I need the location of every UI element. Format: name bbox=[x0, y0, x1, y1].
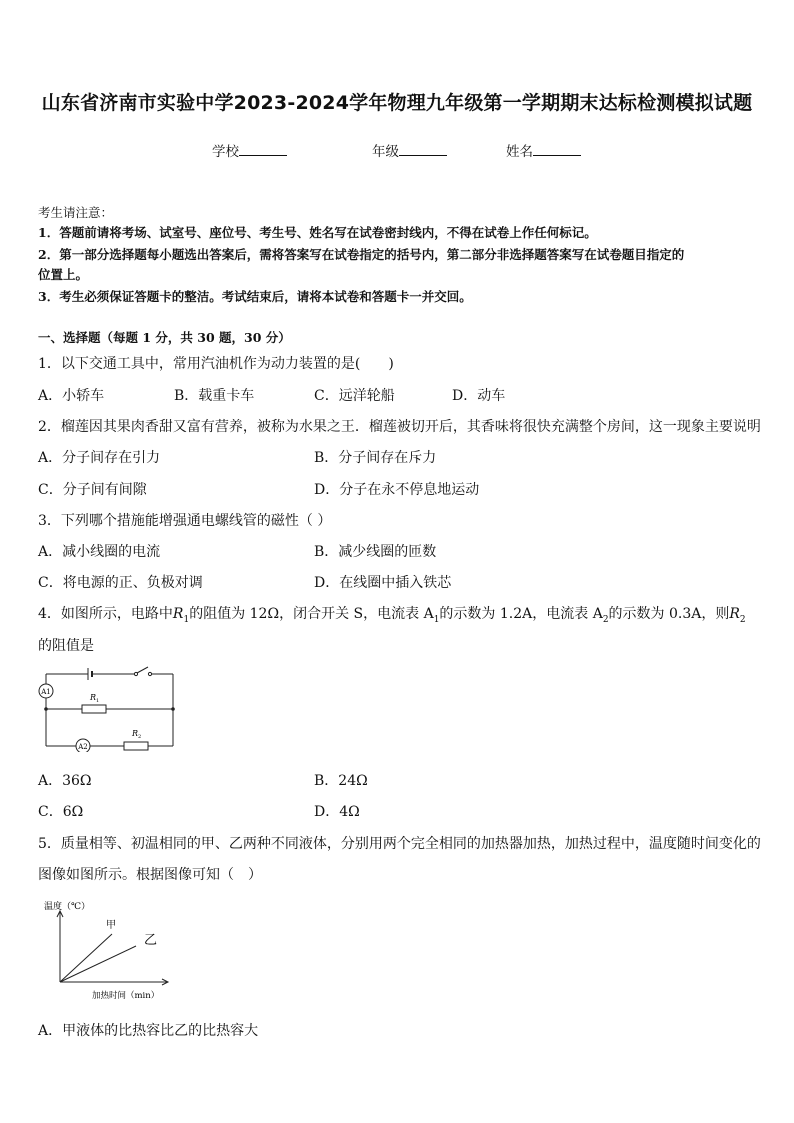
option-3b: B．减少线圈的匝数 bbox=[314, 544, 437, 560]
line-jia-label: 甲 bbox=[106, 920, 116, 931]
notice-item: 2．第一部分选择题每小题选出答案后，需将答案写在试卷指定的括号内，第二部分非选择题答案写在试卷题目指定的 bbox=[38, 247, 685, 262]
option-1a: A．小轿车 bbox=[38, 388, 105, 404]
x-axis-label: 加热时间（min） bbox=[92, 991, 160, 1001]
question-5-stem: 5．质量相等、初温相同的甲、乙两种不同液体，分别用两个完全相同的加热器加热，加热过程中，温度随时间变化的 bbox=[38, 836, 761, 852]
notice-heading: 考生请注意： bbox=[38, 205, 114, 220]
r2-label-sub: 2 bbox=[138, 734, 142, 740]
q4-r1: R bbox=[172, 606, 184, 622]
option-2d: D．分子在永不停息地运动 bbox=[314, 482, 480, 498]
school-field bbox=[212, 140, 287, 160]
switch-contact bbox=[148, 672, 151, 675]
line-yi bbox=[60, 946, 136, 982]
option-1b: B．载重卡车 bbox=[174, 388, 255, 404]
option-5a: A．甲液体的比热容比乙的比热容大 bbox=[38, 1023, 259, 1039]
school-blank bbox=[239, 143, 287, 156]
option-4b: B．24Ω bbox=[314, 773, 368, 789]
name-field bbox=[506, 140, 581, 160]
question-3-stem: 3．下列哪个措施能增强通电螺线管的磁性（ ） bbox=[38, 513, 332, 529]
line-jia bbox=[60, 934, 112, 982]
line-yi-label: 乙 bbox=[144, 933, 158, 948]
q4-a2-sub: 2 bbox=[602, 614, 609, 625]
notice-item: 1．答题前请将考场、试室号、座位号、考生号、姓名写在试卷密封线内，不得在试卷上作任何标记。 bbox=[38, 225, 597, 240]
grade-label: 年级 bbox=[372, 144, 399, 160]
question-2-stem: 2．榴莲因其果肉香甜又富有营养，被称为水果之王．榴莲被切开后，其香味将很快充满整个房间，这一现象主要说明 bbox=[38, 419, 761, 435]
option-3d: D．在线圈中插入铁芯 bbox=[314, 575, 452, 591]
option-2c: C．分子间有间隙 bbox=[38, 482, 147, 498]
q4-a1-sub: 1 bbox=[433, 614, 440, 625]
junction-dot bbox=[44, 707, 48, 711]
option-3c: C．将电源的正、负极对调 bbox=[38, 575, 203, 591]
question-4-stem-line2: 的阻值是 bbox=[38, 638, 94, 654]
a2-label: A2 bbox=[78, 743, 88, 751]
school-label: 学校 bbox=[212, 144, 239, 160]
option-4a: A．36Ω bbox=[38, 773, 92, 789]
a1-label: A1 bbox=[41, 688, 51, 696]
option-4d: D．4Ω bbox=[314, 804, 360, 820]
question-1-stem: 1．以下交通工具中，常用汽油机作为动力装置的是( ) bbox=[38, 356, 394, 372]
section-heading: 一、选择题（每题 1 分，共 30 题，30 分） bbox=[38, 330, 291, 345]
r2-label: R bbox=[132, 729, 139, 738]
r1-label-sub: 1 bbox=[96, 698, 100, 704]
resistor-r1 bbox=[82, 705, 106, 713]
q4-text: 的阻值为 12Ω，闭合开关 S，电流表 A bbox=[189, 606, 434, 622]
option-2b: B．分子间存在斥力 bbox=[314, 450, 437, 466]
name-blank bbox=[533, 143, 581, 156]
notice-item: 3．考生必须保证答题卡的整洁。考试结束后，请将本试卷和答题卡一并交回。 bbox=[38, 289, 472, 304]
q4-text: 的示数为 0.3A，则 bbox=[608, 606, 730, 622]
option-4c: C．6Ω bbox=[38, 804, 84, 820]
grade-field bbox=[372, 140, 447, 160]
grade-blank bbox=[399, 143, 447, 156]
option-3a: A．减小线圈的电流 bbox=[38, 544, 161, 560]
q4-r1-sub: 1 bbox=[183, 614, 190, 625]
question-5-stem-line2: 图像如图所示。根据图像可知（ ） bbox=[38, 867, 262, 883]
notice-item: 位置上。 bbox=[38, 267, 89, 282]
temperature-time-graph bbox=[40, 898, 180, 1006]
name-label: 姓名 bbox=[506, 144, 533, 160]
page-title: 山东省济南市实验中学2023-2024学年物理九年级第一学期期末达标检测模拟试题 bbox=[41, 92, 753, 114]
circuit-diagram bbox=[36, 664, 180, 752]
q4-text: 的示数为 1.2A，电流表 A bbox=[439, 606, 603, 622]
question-4-stem bbox=[38, 603, 746, 625]
option-1d: D．动车 bbox=[452, 388, 506, 404]
y-axis-label: 温度（℃） bbox=[44, 902, 91, 912]
q4-r2: R bbox=[729, 606, 740, 622]
q4-r2-sub: 2 bbox=[739, 614, 746, 625]
junction-dot bbox=[171, 707, 175, 711]
option-2a: A．分子间存在引力 bbox=[38, 450, 161, 466]
option-1c: C．远洋轮船 bbox=[314, 388, 395, 404]
q4-text: 4．如图所示，电路中 bbox=[38, 606, 173, 622]
switch-blade bbox=[137, 667, 148, 673]
resistor-r2 bbox=[124, 742, 148, 750]
r1-label: R bbox=[90, 693, 97, 702]
